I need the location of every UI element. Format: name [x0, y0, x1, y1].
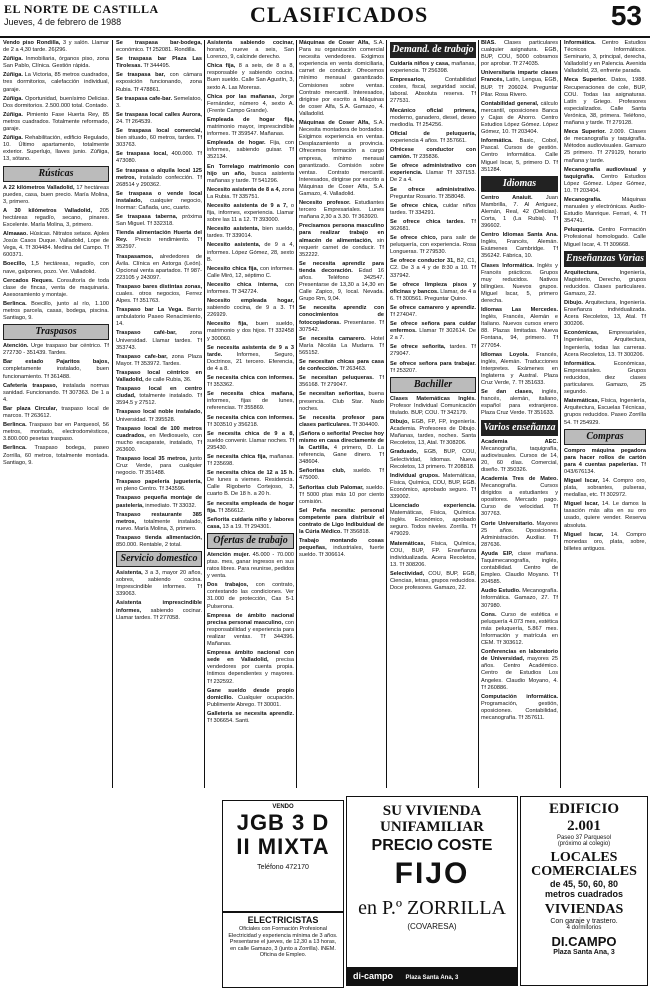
classified-ad: Se ofrece limpieza pisos y oficinas y bancos. Llamar, de 4 a 6. Tf 300561. Preguntar Quino. — [390, 281, 476, 302]
classified-ad: Matemáticas, Física, Ingeniería, Arquitectura, Escuelas Técnicas, grupos reducidos. Paseo Zorrilla 54. Tf 254929. — [564, 398, 646, 426]
edificio-number: 2.001 — [567, 818, 601, 834]
classified-list — [3, 343, 109, 467]
classified-ad: Vendo piso Rondilla, 3 y salón. Llamar de 2 a 4,30 tarde. 26|296. — [3, 40, 109, 54]
classified-ad: Traspaso papelería juguetería, en pleno Centro. Tf 343596. — [116, 479, 202, 493]
classified-ad: Asistenta sabiendo cocinar, horario, nueve a seis, San Lorenzo, 9, calcinde derecho. — [207, 40, 294, 61]
classified-ad: Necesito asistenta de 8 a 4, zona La Rubia. Tf 335751. — [207, 186, 294, 200]
classified-ad: Mecanografía. Máquinas manuales y electrónicas. Audio-Estudio Manrique. Ferrari, 4. Tf 354741. — [564, 196, 646, 225]
classified-ad: Traspaso restaurante 385 metros, totalmente instalado, nuevo. María Molina, 3, primero. — [116, 511, 202, 532]
classified-ad: Idiomas Loyola. Francés, inglés, Alemán. Traducciones Interpretes. Exámenes en Inglaterra y Austral. Plaza Cruz Verde, 7. Tf 351633. — [481, 351, 558, 387]
vivienda-headline: SU VIVIENDA UNIFAMILIAR — [380, 803, 484, 835]
classified-ad: Individual grupos. Matemáticas, Física, Química, COU, BUP, EGB. Económico, aprobado seguro. Tf 339002. — [390, 472, 476, 500]
classified-ad: Se necesita aprendiz para tienda decoración. Edad 16 años. Teléfono 342547. Presentarse de 13,30 a 14,30 en Calle Zapico, 9, local. Nevada. Grupo Rm, 9,04. — [299, 260, 384, 303]
classified-ad: Matemáticas, Física, Química, COU, BUP, FP. Enseñanza individualizada. Acera Recoletos, 13. Tf 308206. — [390, 540, 476, 568]
classified-ad: Miguel Iscar, 14. Compro oro, plata, sobrantes, pulseras, medallas, etc. Tf 302972. — [564, 477, 646, 499]
classified-ad: Se necesita chica con informes. Tf 353362. — [207, 375, 294, 389]
classified-ad: Precisamos persona masculino para realizar trabajo en almacén de alimentación, sin requerir carnet de conducir. Tf 352222. — [299, 223, 384, 258]
section-heading-compras: Compras — [564, 429, 646, 445]
classified-list — [3, 40, 109, 164]
column-rule — [296, 40, 297, 788]
classified-ad: Traspaso pequeña montaje de pastelería, inmediato. Tf 33032. — [116, 495, 202, 509]
vivienda-area: (COVARESA) — [407, 922, 457, 931]
classified-ad: Empresa ámbito nacional con sede en Valladolid, precisa vendedores por cuenta propia. Intimos dependientes y mayores. Tf 232592. — [207, 650, 294, 685]
classified-ad: Se necesita chica fija, mañanas. Tf 235698. — [207, 453, 294, 468]
classified-ad: Se necesitan peluqueras. Tf 356168. Tf 279047. — [299, 375, 384, 389]
classified-ad: Zúñiga. Oportunidad, buenísimo Delicias. Dos dormitorios. 2.500.000 total. Contado. — [3, 95, 109, 109]
classified-ad: Se necesita chica con informes. Tf 303510 y 356218. — [207, 414, 294, 428]
classified-ad: Informática. Basic, Cobol, Pascal. Cursos de gestión. Centro informática. Calle Miguel Iscar, 5, primero D. Tf 351284. — [481, 138, 558, 173]
classified-ad: Tienda alimentación Huerta del Rey. Precio rendimiento. Tf 352597. — [116, 230, 202, 251]
classified-ad: Traspaso local de 100 metros cuadrados, en Mediosuelo, con mucho escaparate, instalado, Tf 263600. — [116, 425, 202, 453]
classified-ad: Centro Idiomas Santa Ana. Inglés, Francés, Alemán. Exámenes Cambridge. Tf 356242. Fábrica, 10. — [481, 232, 558, 260]
classified-ad: Necesito asistenta de 9 a 7, o fija, informes, experiencia. Llamar sobre las 11 a 12. Tf 393000. — [207, 202, 294, 224]
classified-list — [564, 448, 646, 553]
edificio-unit: metros cuadrados — [544, 889, 624, 899]
classified-ad: Necesito asistenta, de 9 a 4, informes. López Gómez, 28, sexto B. — [207, 242, 294, 263]
edificio-brand-address: Plaza Santa Ana, 3 — [553, 949, 615, 956]
classified-ad: Necesito chica fija, con informes. Calle Miró, 12, séptimo C. — [207, 265, 294, 279]
classified-ad: Galleteria se necesita aprendiz. Tf 306654. Santi. — [207, 710, 294, 724]
classified-ad: Traspaso local céntrico en Valladolid, de calle Rubia, 36. — [116, 369, 202, 384]
classified-list — [390, 396, 476, 592]
classified-ad: Necesito profesor. Estudiantes tercero Empresariales. Lunes mañana 2,30 a 3.30. Tf 363920. — [299, 200, 384, 221]
issue-date: Jueves, 4 de febrero de 1988 — [4, 17, 122, 27]
classified-ad: Audio Estudio. Mecanografía. Informática. Gamazo, 27. Tf 307980. — [481, 588, 558, 609]
classified-ad: Necesito empleada hogar, sabiendo cocina, de 9 a 3. Tf 226929. — [207, 298, 294, 319]
classified-ad: Oficial de peluquería, experiencia 4 años. Tf 357661. — [390, 130, 476, 144]
classified-list — [481, 195, 558, 418]
classified-ad: Se traspasa o vende local instalado, cualquier negocio, Inormar: Cañada, unc, cuarto. — [116, 190, 202, 211]
classified-list — [116, 570, 202, 622]
classified-ad: Máquinas de Coser Alfa, S.A. Para su organización comercial necesita vendedores. Exigimos experiencia en venta domiciliaria, carnet de conducir. Ofrecemos mínimo mensual garantizado. Comisiones sobre ventas. Contrato mercantil. Interesados, dirigirse por escrito a Máquinas de coser Alfa, S.A. Gamazo, 4. Valladolid. — [299, 40, 384, 117]
classified-ad: Arquitectura, Ingeniería, Magisterio, Derecho, grupos reducidos. Clases particulares. Gamazo, 22. — [564, 269, 646, 297]
section-title: CLASIFICADOS — [250, 2, 429, 27]
vendo-type: II MIXTA — [236, 834, 330, 859]
section-heading-varios: Varios enseñanza — [481, 420, 558, 436]
classified-ad: Se necesita chica mañana, informes, fijas de lunes, referencias. Tf 355869. — [207, 391, 294, 412]
classified-ad: Necesito chica interna, con informes. Tf 342724. — [207, 281, 294, 295]
column-5 — [390, 40, 476, 790]
column-2 — [116, 40, 202, 790]
classified-ad: Traspaso café-bar, zona Universidad. Llamar tardes. Tf 353743. — [116, 330, 202, 351]
vendo-phone: Teléfono 472170 — [257, 864, 309, 871]
classified-ad: Dos trabajos, con contrato, contestando las condiciones. Ver 31.000 de protección, Cas 5-1 Pulserona. — [207, 582, 294, 610]
classified-ad: Bar plaza Circular, traspaso local de marcos. Tf 263612. — [3, 405, 109, 420]
classified-ad: Se ofrece chica, cuidar niños tardes. Tf 334291. — [390, 202, 476, 216]
classified-ad: Se necesitan chicas para casa de confección. Tf 263463. — [299, 359, 384, 373]
classified-ad: Traspaso bar La Vega. Barrio ambulatorio Paseo Renacimiento, 14. — [116, 307, 202, 328]
classified-ad: Boecillo, 1,5 hectáreas, regadío, con nave, galpones, pozo. Ver. Valladolid. — [3, 261, 109, 275]
classified-ad: Chica por las mañanas, Jorge Fernández, número 4, sexto A. (Frente Campo Grande). — [207, 93, 294, 114]
classified-ad: Centro Anaiuit. Juan Mambrilla, 7. Al Arriguez, Alemán, Real, 42 (Delicias). Corta, 1 (La Rubia). Tf 396602. — [481, 194, 558, 230]
classified-ad: Peluquería. Centro Formación Profesional homologado. Calle Miguel Iscar, 4. Tf 309668. — [564, 227, 646, 248]
classified-ad: Se necesita asistenta de 9 a 3 tarde. Informes, Seguro, Doctrinos, 21 tercero. Eferencia, de 4 a 8. — [207, 344, 294, 372]
classified-list — [564, 40, 646, 249]
classified-ad: A 22 kilómetros Valladolid, 17 hectáreas puedes, casa, buen precio. María Molina, 3, primero. — [3, 184, 109, 205]
classified-ad: Se ofrece administrativo. Preguntar Rosario. Tf 358048. — [390, 186, 476, 200]
classified-ad: Atención mujer. 45.000 - 70.000 ptas. mes, ganar ingresos en sus ratos libres. Para reunirse, pedidos y venta. — [207, 551, 294, 580]
vivienda-brand — [347, 967, 517, 985]
newspaper-name: EL NORTE DE CASTILLA — [4, 2, 159, 16]
classified-list — [3, 185, 109, 323]
electricistas-title: ELECTRICISTAS — [247, 915, 319, 925]
classified-ad: Empresa de ámbito nacional precisa personal masculino, con responsabilidad y experiencia para realizar ventas. Tf 344396. Mañanas. — [207, 612, 294, 648]
classified-ad: Se ofrece señora para trabajar. Tf 253207. — [390, 360, 476, 374]
classified-ad: Traspaso local 35 metros, junto Cruz Verde, para cualquier negocio. Tf 351488. — [116, 455, 202, 477]
section-heading-servicio-domestico: Servicio domestico — [116, 551, 202, 567]
classified-ad: Se necesita chica de 9 a 8, sueldo convenir. Llamar noches. Tf 295430. — [207, 430, 294, 451]
classified-ad: BIAS. Clases particulares cualquier asignatura. EGB, BUP, COU, 5000 cobramos por aprobar. Tf 274035. — [481, 40, 558, 68]
electricistas-ad — [222, 912, 344, 988]
classified-ad: Graduado, EGB, BUP, COU, Selectividad, Idiomas. Nueva Recoletos, 13 primero. Tf 208818. — [390, 449, 476, 470]
classified-ad: Atención. Urge traspaso bar céntrico. Tf 272730 - 351439. Tardes. — [3, 343, 109, 357]
classified-ad: Se ofrece chico, para salir de peluquería, con experiencia. Rosa Longueras. Tf 279530. — [390, 235, 476, 256]
page-number: 53 — [610, 0, 642, 31]
classified-ad: Se necesita profesor para clases particulares. Tf 304400. — [299, 414, 384, 428]
classified-ad: Empleada de hogar. Fija, con informes, sabiendo guisar. Tf 352134. — [207, 140, 294, 161]
classified-ad: Se traspasa taberna, próxima San Miguel. Tf 332318. — [116, 214, 202, 228]
classified-ad: Gane sueldo desde propio domicilio. Cualquier ocupación. Publimente Abrego. Tf 30001. — [207, 687, 294, 708]
electricistas-text: Oficiales con Formación Profesional Electricidad y experiencia mínima de 3 años. Presentarse el jueves, de 12,30 a 13 horas, en calle Gamazo, 3 (junto a Zorrilla). INEM. Oficina de Empleo. — [228, 926, 338, 958]
classified-ad: Miguel Iscar, 14. Compro monedas oro, plata, sobre, billetes antiguos. — [564, 531, 646, 552]
classified-ad: Selectividad, COU, BUP, EGB, Ciencias, letras, grupos reducidos. Doce profesores. Gamazo, 22. — [390, 570, 476, 592]
classified-ad: Se ofrece camarero y aprendiz. Tf 274047. — [390, 304, 476, 318]
classified-ad: Zúñiga. Pimiento Fase Huerta Rey, 85 metros cuadrados. Totalmente reformado, garaje. — [3, 111, 109, 133]
classified-ad: Zúñiga. Rehabilitación, edificio Regulado, 10. Último apartamento, totalmente exterior. Superlujo, llaves junio. Zúñiga, 13, sótano. — [3, 135, 109, 163]
edificio-sizes: de 45, 50, 60, 80 — [549, 879, 619, 889]
classified-list — [481, 40, 558, 174]
vivienda-location: en P.º ZORRILLA — [358, 897, 506, 919]
classified-ad: Se traspasa cafe-bar. Semelatoo, 3. — [116, 95, 202, 109]
classified-ad: Licenciado experiencia. Matemáticas, Física, Química. Inglés. Económico, aprobado seguro. Todos niveles. Zorrilla. Tf 479029. — [390, 503, 476, 538]
classified-ad: Dibujo. Arquitectura, Ingeniería. Enseñanza individualizada. Acera Recoletos, 13, Atal. Tf 300206. — [564, 300, 646, 328]
classified-ad: Se necesita chica de 12 a 15 h. De lunes a viernes. Residencia. Calle Rigoberto Cortejoso, 3, cuarto B. De 18 h. a 20 h. — [207, 470, 294, 498]
classified-list — [299, 40, 384, 559]
classified-ad: Ofrécese conductor con camión. Tf 235836. — [390, 147, 476, 161]
classified-ad: Zúñiga. La Victoria, 85 metros cuadrados, tres dormitorios, calefacción individual, garaje. — [3, 72, 109, 93]
classified-ad: Cafetería traspaso, instalada normas sanidad. Funcionando. Tf 307363. De 1 a 4. — [3, 382, 109, 403]
classified-ad: Zúñiga. Inmobiliaria, órganos piso, zona San Pablo, Clínica. Gestión rápida. — [3, 56, 109, 70]
section-heading-idiomas: Idiomas — [481, 176, 558, 192]
classified-ad: Se traspasa local calles Aurora, 24. Tf 264539. — [116, 111, 202, 125]
classified-ad: A 30 kilómetros Valladolid, 205 hectáreas regadío, secano, pinares. Excelente. María Molina, 3, primero. — [3, 207, 109, 228]
classified-ad: Asistenta imprescindible informes, sabiendo cocinar. Llamar tardes. Tf 277058. — [116, 600, 202, 621]
edificio-rooms: 4 dormitorios — [566, 925, 602, 931]
vivienda-fijo: FIJO — [394, 857, 470, 890]
classified-ad: Academia AEC. Mecanografía, taquigrafía, audiovisuales. Cursos de 14, 20, 60 días. Comercial, diseño. Tf 350326. — [481, 438, 558, 473]
classified-ad: Asistenta, 3 a 3, mayor 20 años, sobres, sabiendo cocina. Imprescindible informes. Tf 339063. — [116, 570, 202, 598]
section-heading-traspasos: Traspasos — [3, 324, 109, 340]
classified-ad: En Torrelago matrimonio con hijo un año, busca asistenta mañanas y tarde. Tf 541296. — [207, 163, 294, 184]
section-heading-rusticas: Rústicas — [3, 166, 109, 182]
classified-ad: Almaaao. Húsicas. Nitratos setaos. Ajoles Josús Casos Duque. Valladolid, Lope de Vega, 4. Tf 304484. Medina del Campo. Tf 600371. — [3, 231, 109, 259]
classified-list — [116, 40, 202, 549]
classified-ad: Señoritas club, sueldo. Tf 475000. — [299, 468, 384, 482]
classified-ad: Necesito asistenta, bien sueldo, tardes. Tf 339014. — [207, 226, 294, 240]
edificio-locales: LOCALES COMERCIALES — [531, 850, 637, 879]
vivienda-price: PRECIO COSTE — [371, 837, 493, 854]
column-7 — [564, 40, 646, 790]
classified-ad: Informática. Centro Estudios Técnicos Informáticos. Seminario, 3, principal, derecha, Valladolid y en Palencia. Avenida Valladolid, 23, enfrente parada. — [564, 40, 646, 75]
classified-ad: ¡Señora o señorita! Precise hoy mismo en casa directamente de la Cartilla, 4 primero, D. La referencia, Gane dinero. Tf 348604. — [299, 430, 384, 466]
classified-ad: Trabajo montando cosas pequeñas, industriales, fuerte sueldo. Tf 306614. — [299, 538, 384, 559]
classified-ad: Se dan clases, inglés, francés, alemán, italiano, español para extranjeros. Plaza Cruz Verde. Tf 351633. — [481, 389, 558, 417]
classified-ad: Berlinca. Boecillo, junto al río, 1.100 metros parcela, casas, bodega, piscina. Santiago, 9. — [3, 300, 109, 322]
classified-ad: Se traspasa bar-bodega, económico. Tf 252081. Rondilla. — [116, 40, 202, 54]
classified-ad: Clases Matemáticas Inglés. Profesor Individual Comunicación titulado. BUP, COU. Tf 342179. — [390, 395, 476, 416]
section-heading-ofertas: Ofertas de trabajo — [207, 533, 294, 549]
classified-ad: Se necesita camarero. Hotel María Nicolás La Mudarra. Tf 565152. — [299, 335, 384, 356]
classified-ad: Chica fija, 8 a seis, de 8 a 8, responsable y sabiendo cocina. Buen sueldo. Calle San Agustín, 3, sexto A. Las Moreras. — [207, 63, 294, 91]
column-rule — [560, 40, 561, 788]
section-heading-bachiller: Bachiller — [390, 377, 476, 393]
classified-ad: Cercados Reques. Consultoría de toda clase de fincas, venta de maquinaria. Asesoramiento y montaje. — [3, 277, 109, 298]
classified-list — [481, 439, 558, 723]
classified-ad: Idiomas Las Mercedes. Inglés, Francés, Alemán e Italiano. Nuevos cursos enero 88. Plazas limitadas. Nueva Fontana, 94, primero. Tf 277054. — [481, 307, 558, 349]
classified-ad: Berlinca. Traspaso bar en Parquesol, 56 metros, montado, electrodomésticos, 3.800.000 pesetas traspaso. — [3, 422, 109, 443]
classified-ad: Empleada de hogar fija, matrimonio mayor, imprescindible informes. Tf 359547. Mañanas. — [207, 116, 294, 138]
classified-ad: Clases Informática. Inglés y Francés prácticos. Grupos muy reducidos. Nativos bilingües. Nuevos grupos. Miguel Iscar, 5, primero derecha. — [481, 262, 558, 304]
classified-ad: Se ofrece chica tardes. Tf 362681. — [390, 218, 476, 232]
classified-ad: Conferencias en laboratorio de Universidad, mayores 25 años. Centro Académico. Centro de Estudios Los Angeles. Claudio Moyano, 4. Tf 260886. — [481, 649, 558, 691]
classified-ad: Traspaso tienda alimentación, 850.000. Rentable, 2 total. — [116, 534, 202, 548]
classified-ad: Universitaria imparte clases Francés, Latín, Lengua, EGB, BUP. Tf 206024. Preguntar Pilar. Rosa Rivero. — [481, 70, 558, 98]
classified-ad: Meca Superior. 2.009. Clases de mecanografía y taquigrafía. Métodos audiovisuales. Gamazo 25 primero. Tf 279129, horario mañana y tarde. — [564, 129, 646, 164]
brand-address: Plaza Santa Ana, 3 — [405, 975, 459, 981]
classified-ad: Se necesita aprendiz con conocimientos de fotocopiadoras. Presentarse. Tf 307542. — [299, 305, 384, 333]
classified-ad: Traspaso local noble instalado, Universidad. Tf 395528. — [116, 409, 202, 423]
vendo-ad — [222, 800, 344, 912]
vivienda-ad — [346, 796, 518, 986]
classified-ad: Berlinca. Traspaso bodega, paseo Zorrilla, 60 metros, totalmente montada. Santiago, 9. — [3, 445, 109, 466]
classified-ad: Bar estado Pajaritos bajos, completamente instalado, buen funcionamiento. Tf 361488. — [3, 359, 109, 380]
classified-ad: Se ofrece señora para cuidar enfermos. Llamar Tf 302614. De 2 a 7. — [390, 321, 476, 342]
classified-list — [207, 40, 294, 531]
column-1 — [3, 40, 109, 790]
classified-ad: Se traspasa local, 400.000. Tf 473080. — [116, 151, 202, 165]
classified-ad: Se traspasa o alquila local 125 metros, instalado confección. Tf 268514 y 290362. — [116, 167, 202, 188]
classified-ad: Necesito fija, buen sueldo, matrimonio y dos hijos. Tf 332458 y 300060. — [207, 321, 294, 342]
classified-ad: Ayuda EIP, clase mañana. Taquimecanografía, inglés, contabilidad. Centro de Empleo. Claudio Moyano. Tf 204585. — [481, 550, 558, 586]
classified-list — [564, 270, 646, 427]
classified-ad: Se ofrece señorita, tardes. Tf 279047. — [390, 344, 476, 358]
classified-ad: Contabilidad general, cálculo mercantil, oposiciones Banca y Cajas de Ahorro. Centro Estudios López Gómez. López Gómez, 10. Tf 203404. — [481, 100, 558, 136]
classified-ad: Traspaso bares distintas zonas, cuales. otros negocios, Ferrez Alpes. Tf 351763. — [116, 283, 202, 305]
classified-ad: Se necesita empleada de hogar fija. Tf 356612. — [207, 500, 294, 514]
edificio-brand: DI.CAMPO — [551, 934, 617, 949]
classified-ad: Dibujo, EGB, FP, FP, ingeniería. Academia. Profesores de Dibujo. Mañanas, tardes, noches. Santa Recoletos, 13, Atal. Tf 308206. — [390, 419, 476, 447]
classified-list — [207, 552, 294, 725]
edificio-garage: Con garaje y trastero. — [550, 918, 618, 925]
classified-ad: Traspaso cafe-bar, zona Plaza Mayor. Tf 353972. Tardes. — [116, 353, 202, 367]
classified-ad: Cuidaría niños y casa, mañanas, experiencia. Tf 256398. — [390, 61, 476, 75]
classified-ad: Informática. Económicas, Empresariales. Grupos reducidos, diez clases particulares. Gamazo, 25 segundo. — [564, 360, 646, 396]
page-header — [0, 0, 650, 38]
classified-ad: Se necesitan señoritas, buena presencia. Club Star. Nado noches. — [299, 391, 384, 412]
edificio-viviendas: VIVIENDAS — [544, 902, 624, 917]
classified-ad: Se traspasa bar Plaza Las Tirolesas. Tf 344495. — [116, 56, 202, 70]
classified-ad: Máquinas de Coser Alfa, S.A. Necesita montadora de bordados. Exigimos experiencia en ventas. Desplazamiento a provincia. Ofrecemos formación a cargo empresa, mínimo mensual garantizado. Comisión sobre ventas. Contrato mercantil. Interesados, dirigirse por escrito a Máquinas de Coser Alfa, S.A. Gamazo, 4. Valladolid. — [299, 120, 384, 197]
classified-ad: Señorita cuidaría niño y labores casa, 13 a 19. Tf 294301. — [207, 516, 294, 530]
classified-ad: Traspaso local en centro ciudad, totalmente instalado. Tf 3594.5 y 27512. — [116, 386, 202, 407]
vendo-model: JGB 3 D — [236, 810, 330, 835]
classified-ad: Se traspasa bar, con cámara exposición funcionando, zona Rubia. Tf 478861. — [116, 72, 202, 93]
classified-ad: Se ofrece conductor 31, B2, C1, C2. De 3 a 4 y de 8:30 a 10. Tf 337942. — [390, 258, 476, 279]
edificio-note: (próximo al colegio) — [557, 841, 611, 847]
section-heading-ensenanzas: Enseñanzas Varias — [564, 251, 646, 267]
classified-ad: Corte Universitario. Mayores 25 años. Oposiciones. Administración. Auxiliar. Tf 287636. — [481, 520, 558, 548]
classified-ad: Empresarios, Contabilidad costes, fiscal, seguridad social, laboral. Absoluta reserva. Tf 277531. — [390, 77, 476, 105]
classified-ad: Sel Peña necesita: personal competente para distribuir el contrato de Ligo Indibuidual de la Cúria Médico. Tf 356818. — [299, 507, 384, 536]
classified-ad: Miguel Iscar, 14. Le damos la tasación más alta en su oro usado, quiere vender. Reserva absoluta. — [564, 501, 646, 529]
classified-ad: Económicas, Empresariales, Ingenierías, Arquitectura, Ingeniería, todas las carreras. Acera Recoletos, 13. Tf 300206. — [564, 330, 646, 358]
classified-ad: Mecánico oficial primera, moderno, ganadero, diesel, deseo mediodía. Tf 254256. — [390, 107, 476, 128]
section-heading-demand: Demand. de trabajo — [390, 42, 476, 58]
brand-name: di-campo — [353, 971, 394, 981]
classified-ad: Compro máquina pegadora para hacer rollos de cartón para 4 cuentas papelerías. Tf 043/676134. — [564, 447, 646, 475]
classified-ad: Se traspasa local comercial, bien situado, 60 metros, tardes. Tf 303763. — [116, 128, 202, 149]
column-3 — [207, 40, 294, 790]
classified-list — [390, 61, 476, 375]
vendo-label: VENDO — [272, 804, 294, 810]
edificio-title: EDIFICIO — [548, 801, 619, 817]
column-4 — [299, 40, 384, 790]
classified-ad: Se ofrece administrativo con experiencia. Llamar Tf 337153. De 2 a 4. — [390, 163, 476, 184]
column-6 — [481, 40, 558, 790]
edificio-ad — [520, 796, 648, 986]
classified-ad: Computación informática. Programación, gestión, oposiciones. Contabilidad, mecanografía. Tf 357611. — [481, 693, 558, 721]
classified-ad: Academia Tres de Mateo. Mecanografía. Cursos dirigidos a estudiantes y opositores. Mercado pago. Curso de velocidad. Tf 307763. — [481, 475, 558, 518]
classified-ad: Mecanografía audiovisual y taquigrafía. Centro Estudios López Gómez. López Gómez, 10. Tf 203404. — [564, 166, 646, 194]
column-rule — [112, 40, 113, 788]
column-rule — [204, 40, 205, 788]
classified-ad: Señoritas club Palomar, sueldo. Tf 5000 ptas más 10 por ciento comisión. — [299, 484, 384, 505]
column-rule — [386, 40, 387, 788]
edificio-address: Paseo 37 Parquesol — [556, 835, 612, 841]
classified-ad: Traspasamos, alrededores de Ávila. Clínica en Astorga (León). Opcional venta apartados. Tf 987-223105 y 243097. — [116, 253, 202, 281]
classified-ad: Cons. Curso de estética e peluquería 4.073 mes, estética más peluquería, 5.867 mes. Información y matrícula en CEM. Tf 303612. — [481, 611, 558, 647]
column-rule — [478, 40, 479, 788]
classified-ad: Meca Superior. Datos, 1988. Recuperaciones de cole, BUP, COU. Todas las asignaturas. Latín y Griego. Profesores especializados. Calle Santa Verónica, 38, primera. Teléfono, mañana y tarde. Tf 279128. — [564, 77, 646, 127]
